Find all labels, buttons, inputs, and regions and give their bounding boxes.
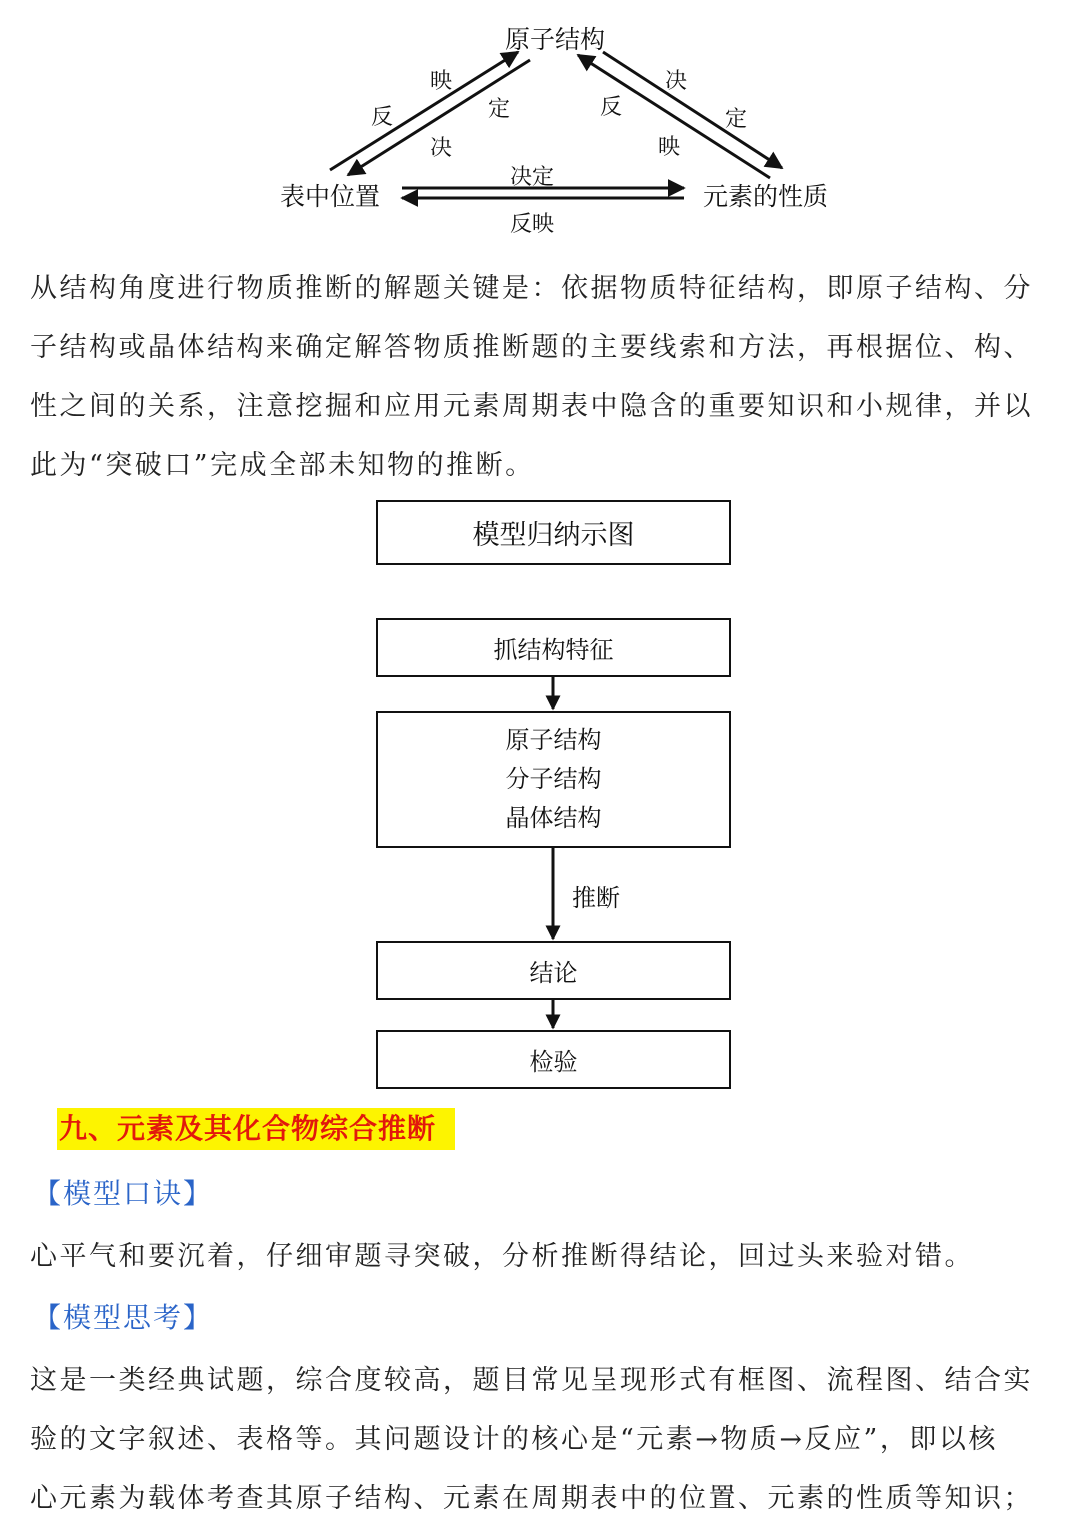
flow-step-line: 晶体结构 — [505, 804, 602, 832]
text-line: 性之间的关系，注意挖掘和应用元素周期表中隐含的重要知识和小规律，并以 — [30, 391, 1033, 422]
right-edge-char: 映 — [658, 135, 681, 160]
flow-step-label: 结论 — [529, 959, 578, 987]
node-element-properties: 元素的性质 — [703, 182, 829, 211]
left-edge-char: 决 — [430, 136, 453, 161]
text-line: 从结构角度进行物质推断的解题关键是：依据物质特征结构，即原子结构、分 — [30, 273, 1033, 304]
section-heading: 九、元素及其化合物综合推断 — [57, 1108, 455, 1150]
flow-arrow-label: 推断 — [572, 884, 620, 912]
left-edge-char: 反 — [371, 105, 394, 130]
subheading-thinking: 【模型思考】 — [33, 1301, 214, 1334]
left-edge-char: 定 — [488, 97, 511, 122]
flow-step-line: 分子结构 — [505, 765, 602, 793]
flow-step-line: 原子结构 — [505, 726, 602, 754]
bottom-label-reflect: 反映 — [510, 212, 555, 237]
mnemonic-text: 心平气和要沉着，仔细审题寻突破，分析推断得结论，回过头来验对错。 — [30, 1241, 974, 1272]
right-edge-char: 决 — [665, 69, 688, 94]
node-table-position: 表中位置 — [280, 182, 381, 211]
right-edge-char: 反 — [600, 95, 623, 120]
bottom-label-decide: 决定 — [510, 165, 555, 190]
flow-step-label: 检验 — [529, 1048, 578, 1076]
text-line: 此为“突破口”完成全部未知物的推断。 — [30, 450, 535, 481]
node-atomic-structure: 原子结构 — [505, 25, 606, 54]
flow-step-label: 抓结构特征 — [493, 636, 614, 664]
text-line: 这是一类经典试题，综合度较高，题目常见呈现形式有框图、流程图、结合实 — [30, 1365, 1033, 1396]
flow-title: 模型归纳示图 — [472, 520, 635, 551]
right-edge-char: 定 — [725, 107, 748, 132]
text-line: 子结构或晶体结构来确定解答物质推断题的主要线索和方法，再根据位、构、 — [30, 332, 1033, 363]
text-line: 验的文字叙述、表格等。其问题设计的核心是“元素→物质→反应”，即以核 — [30, 1424, 998, 1455]
text-line: 心元素为载体考查其原子结构、元素在周期表中的位置、元素的性质等知识； — [30, 1483, 1033, 1514]
left-edge-char: 映 — [430, 69, 453, 94]
subheading-mnemonic: 【模型口诀】 — [33, 1177, 214, 1210]
